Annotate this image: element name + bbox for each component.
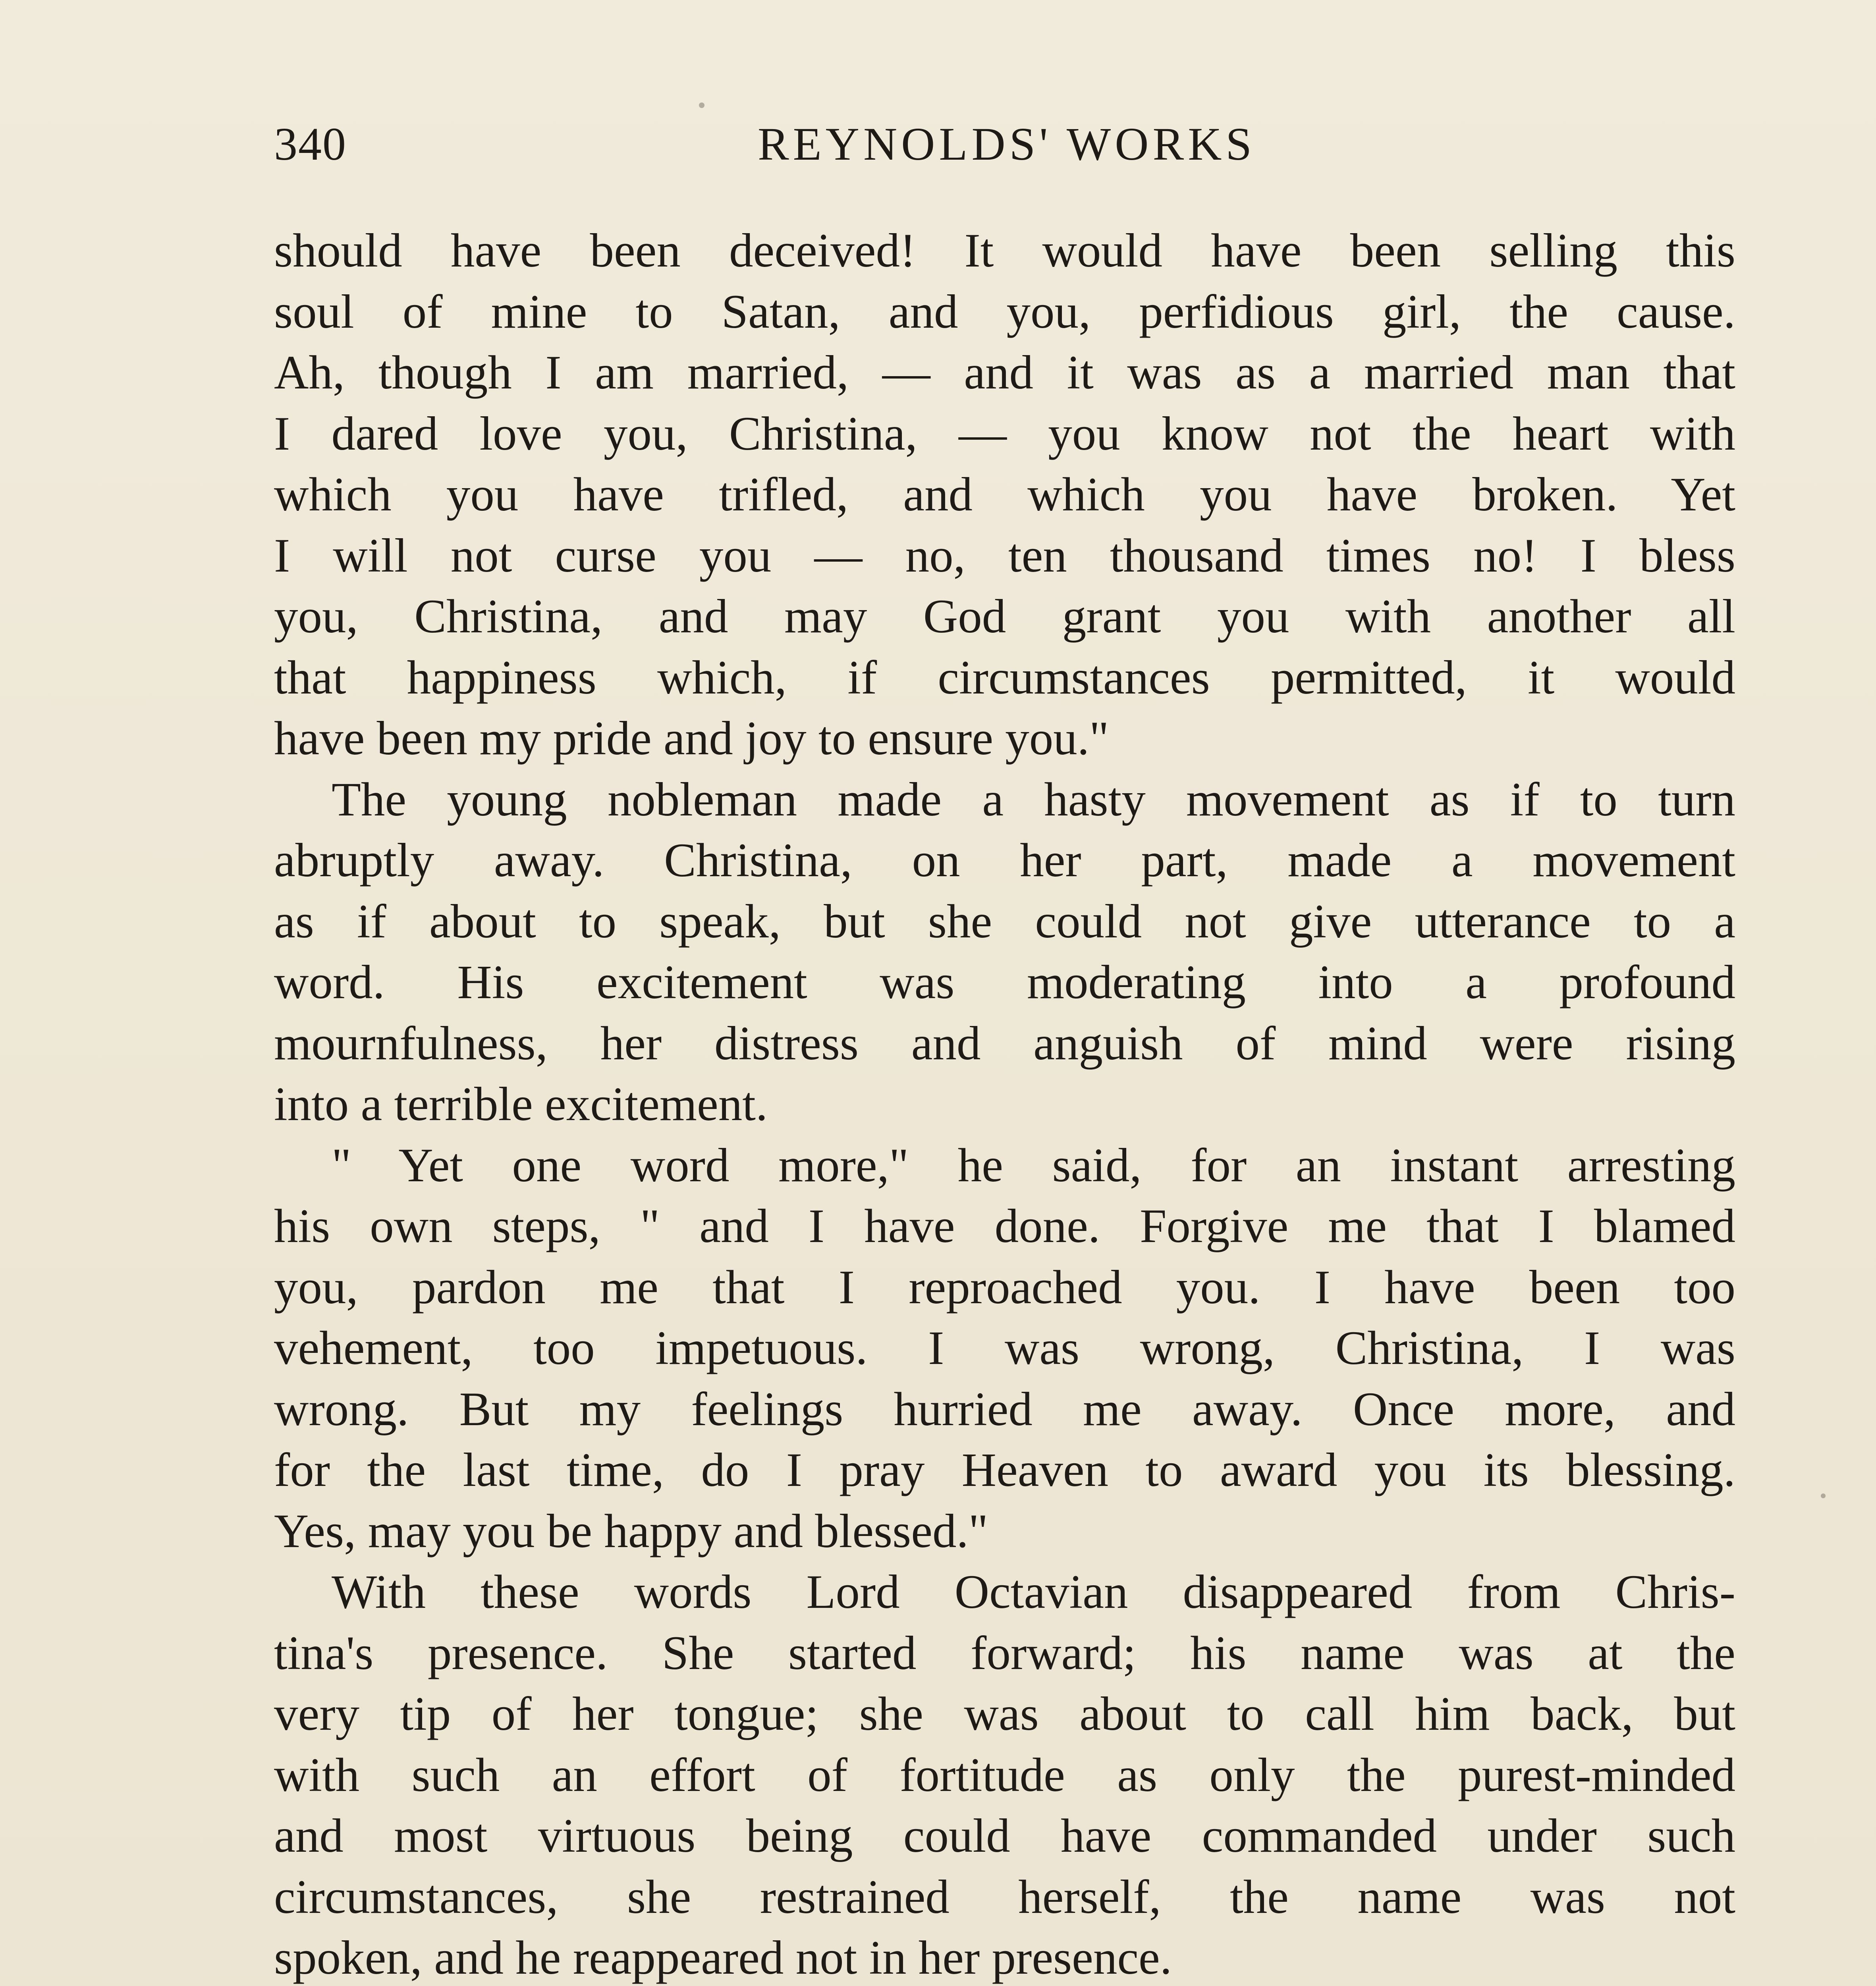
text-line: that happiness which, if circumstances permitted, it would — [274, 651, 1735, 704]
text-line: into a terrible excitement. — [274, 1078, 768, 1131]
paragraph — [274, 220, 1735, 769]
print-speck — [1821, 1493, 1826, 1498]
text-line: should have been deceived! It would have been selling this — [274, 224, 1735, 277]
text-line: very tip of her tongue; she was about to call him back, but — [274, 1687, 1735, 1741]
text-line: have been my pride and joy to ensure you." — [274, 712, 1109, 765]
text-line: vehement, too impetuous. I was wrong, Christina, I was — [274, 1321, 1735, 1375]
text-line: soul of mine to Satan, and you, perfidious girl, the cause. — [274, 285, 1735, 338]
text-line: wrong. But my feelings hurried me away. Once more, and — [274, 1382, 1735, 1436]
text-line: I will not curse you — no, ten thousand times no! I bless — [274, 529, 1735, 582]
text-line: circumstances, she restrained herself, the name was not — [274, 1870, 1735, 1924]
running-head: REYNOLDS' WORKS — [757, 118, 1256, 170]
text-line: I dared love you, Christina, — you know not the heart with — [274, 407, 1735, 460]
text-line: Ah, though I am married, — and it was as a married man that — [274, 346, 1735, 399]
text-line: you, pardon me that I reproached you. I have been too — [274, 1260, 1735, 1314]
text-line: and most virtuous being could have commanded under such — [274, 1809, 1735, 1862]
page-header — [274, 117, 1739, 185]
paragraph — [274, 1562, 1735, 1986]
text-line: with such an effort of fortitude as only the purest-minded — [274, 1748, 1735, 1802]
text-line: as if about to speak, but she could not give utterance to a — [274, 894, 1735, 948]
text-line: which you have trifled, and which you have broken. Yet — [274, 468, 1735, 521]
page-number: 340 — [274, 118, 347, 170]
text-line: Yes, may you be happy and blessed." — [274, 1504, 988, 1558]
paragraph — [274, 1135, 1735, 1562]
text-line: With these words Lord Octavian disappeared from Chris- — [332, 1565, 1735, 1619]
body-text — [274, 220, 1735, 1986]
text-line: his own steps, " and I have done. Forgive me that I blamed — [274, 1200, 1735, 1253]
text-line: for the last time, do I pray Heaven to award you its blessing. — [274, 1443, 1735, 1497]
text-line: spoken, and he reappeared not in her presence. — [274, 1931, 1172, 1984]
text-line: tina's presence. She started forward; his name was at the — [274, 1626, 1735, 1680]
text-line: you, Christina, and may God grant you with another all — [274, 590, 1735, 643]
paragraph — [274, 769, 1735, 1135]
text-line: mournfulness, her distress and anguish of mind were rising — [274, 1016, 1735, 1070]
text-line: The young nobleman made a hasty movement as if to turn — [332, 773, 1735, 826]
text-line: word. His excitement was moderating into a profound — [274, 956, 1735, 1009]
text-line: abruptly away. Christina, on her part, made a movement — [274, 834, 1735, 887]
text-line: " Yet one word more," he said, for an instant arresting — [332, 1138, 1735, 1192]
print-speck — [699, 102, 704, 108]
